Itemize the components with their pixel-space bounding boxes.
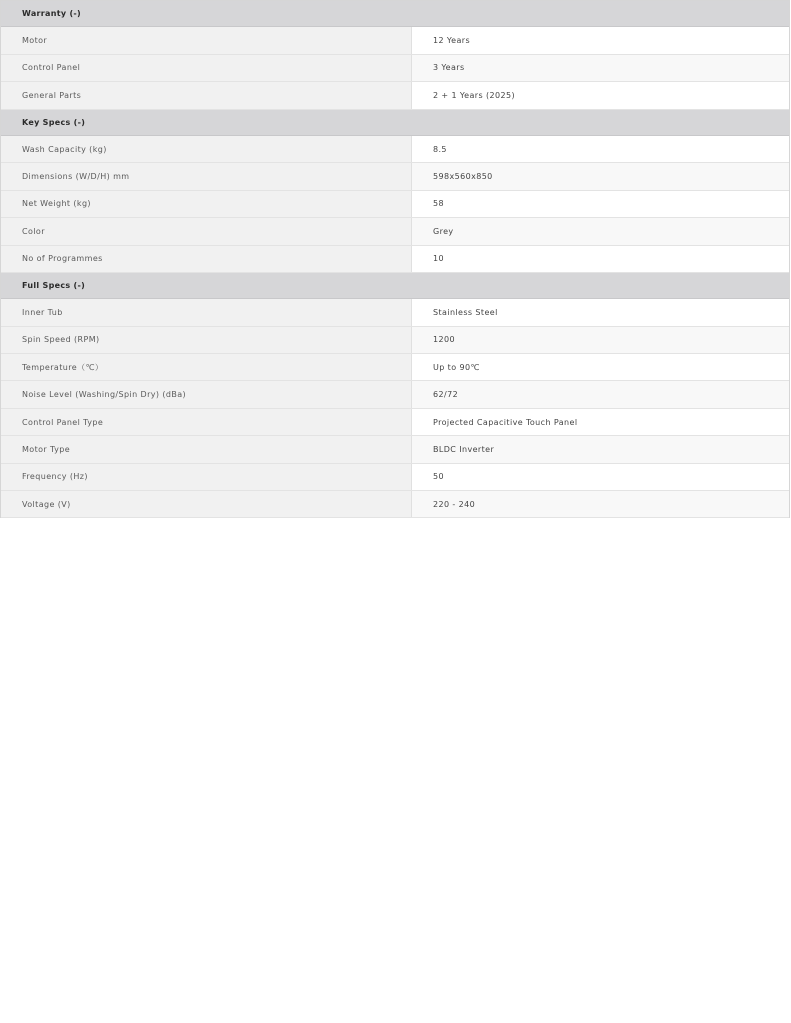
spec-value: Projected Capacitive Touch Panel (433, 417, 578, 427)
spec-label: Noise Level (Washing/Spin Dry) (dBa) (1, 381, 412, 407)
table-row (1, 163, 789, 190)
spec-value: 12 Years (433, 36, 471, 46)
spec-value: 10 (433, 254, 444, 264)
spec-label: Wash Capacity (kg) (1, 136, 412, 162)
table-row (1, 218, 789, 245)
spec-label: No of Programmes (1, 246, 412, 272)
spec-label: Spin Speed (RPM) (1, 327, 412, 353)
spec-label: Frequency (Hz) (1, 464, 412, 490)
spec-label: Motor (1, 27, 412, 53)
spec-label: General Parts (1, 82, 412, 108)
table-row (1, 491, 789, 518)
spec-label: Temperature（℃） (1, 354, 412, 380)
table-row (1, 464, 789, 491)
table-row (1, 354, 789, 381)
spec-label: Motor Type (1, 436, 412, 462)
spec-label: Net Weight (kg) (1, 191, 412, 217)
spec-value: 1200 (433, 335, 455, 345)
spec-value: 220 - 240 (433, 499, 476, 509)
table-row (1, 409, 789, 436)
section-title[interactable]: Warranty (-) (22, 9, 81, 19)
table-row (1, 55, 789, 82)
spec-label: Control Panel Type (1, 409, 412, 435)
table-row (1, 136, 789, 163)
spec-value: 62/72 (433, 390, 459, 400)
section-title[interactable]: Full Specs (-) (22, 281, 86, 291)
table-row (1, 82, 789, 109)
spec-value: 58 (433, 199, 444, 209)
table-row (1, 299, 789, 326)
spec-value: 50 (433, 472, 444, 482)
spec-label: Control Panel (1, 55, 412, 81)
spec-label: Inner Tub (1, 299, 412, 325)
spec-value: Up to 90℃ (433, 362, 480, 372)
spec-label: Dimensions (W/D/H) mm (1, 163, 412, 189)
spec-value: Grey (433, 226, 454, 236)
spec-value: BLDC Inverter (433, 444, 495, 454)
spec-label: Color (1, 218, 412, 244)
table-row (1, 27, 789, 54)
spec-value: Stainless Steel (433, 307, 498, 317)
table-row (1, 436, 789, 463)
table-row (1, 381, 789, 408)
spec-value: 2 + 1 Years (2025) (433, 90, 515, 100)
spec-value: 598x560x850 (433, 172, 493, 182)
section-header-key-specs[interactable] (1, 110, 789, 136)
section-header-warranty[interactable] (1, 1, 789, 27)
spec-label: Voltage (V) (1, 491, 412, 517)
section-title[interactable]: Key Specs (-) (22, 117, 86, 127)
table-row (1, 327, 789, 354)
table-row (1, 191, 789, 218)
spec-value: 3 Years (433, 63, 465, 73)
section-header-full-specs[interactable] (1, 273, 789, 299)
spec-value: 8.5 (433, 144, 447, 154)
table-row (1, 246, 789, 273)
